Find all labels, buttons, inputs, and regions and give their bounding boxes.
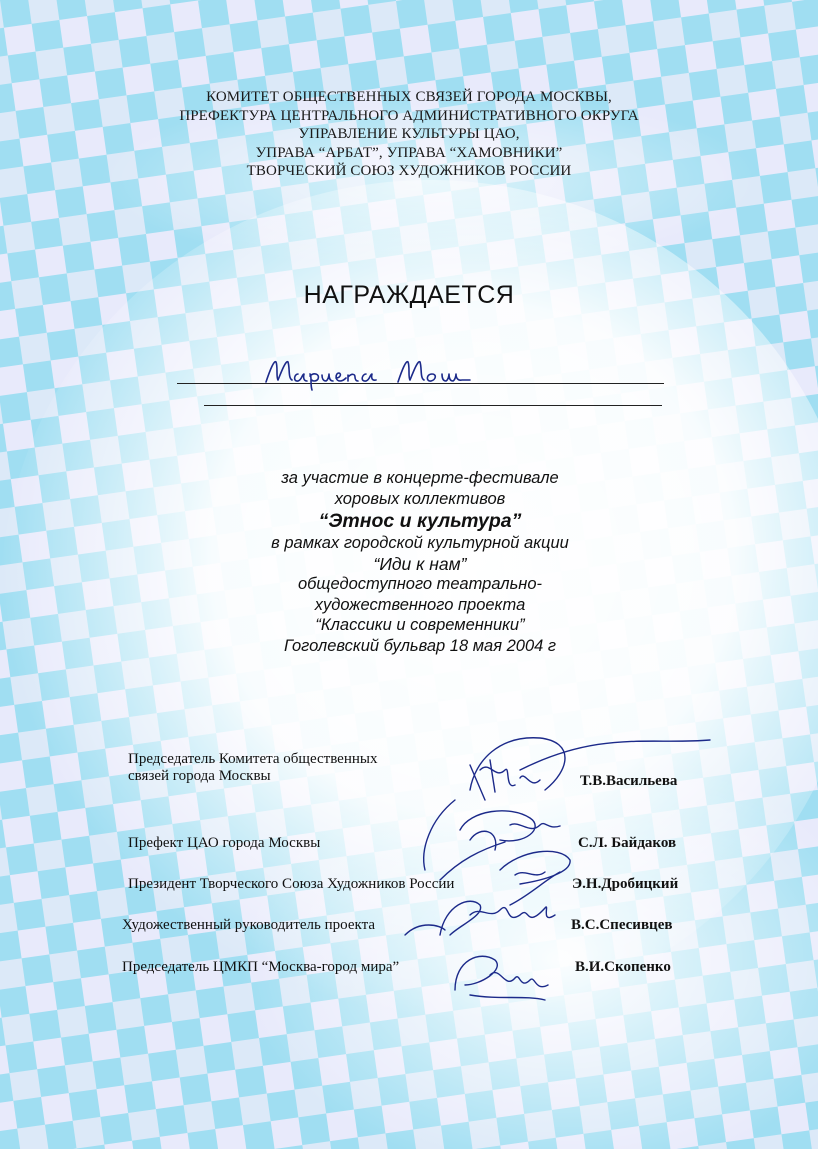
signatory-name: Т.В.Васильева (580, 773, 678, 789)
header-line: ПРЕФЕКТУРА ЦЕНТРАЛЬНОГО АДМИНИСТРАТИВНОГО ОКРУГА (179, 107, 639, 124)
signatory-name: С.Л. Байдаков (578, 835, 677, 851)
action-name: “Иди к нам” (373, 553, 467, 574)
header-line: КОМИТЕТ ОБЩЕСТВЕННЫХ СВЯЗЕЙ ГОРОДА МОСКВЫ, (206, 89, 612, 105)
project-name: “Классики и современники” (315, 616, 525, 634)
award-reason (160, 468, 680, 656)
signatory-title-line: Председатель Комитета общественных (128, 751, 378, 767)
recipient-handwritten-name (260, 352, 500, 392)
signatory-name: В.И.Скопенко (575, 959, 671, 975)
header-line: УПРАВА “АРБАТ”, УПРАВА “ХАМОВНИКИ” (255, 144, 563, 161)
reason-line: хоровых коллективов (334, 489, 506, 508)
place-date: Гоголевский бульвар 18 мая 2004 г (283, 636, 557, 655)
header-line: ТВОРЧЕСКИЙ СОЮЗ ХУДОЖНИКОВ РОССИИ (246, 163, 572, 179)
signatory-title-line: связей города Москвы (128, 768, 271, 784)
signatory-title: Префект ЦАО города Москвы (128, 835, 321, 851)
header-line: УПРАВЛЕНИЕ КУЛЬТУРЫ ЦАО, (298, 126, 520, 142)
reason-line: в рамках городской культурной акции (271, 534, 569, 552)
signatory-name: Э.Н.Дробицкий (572, 876, 679, 892)
reason-line: художественного проекта (314, 595, 526, 614)
signatory-title (128, 751, 377, 785)
signatory-title: Президент Творческого Союза Художников России (128, 876, 455, 892)
reason-line: за участие в концерте-фестивале (281, 469, 559, 487)
signatory-name: В.С.Спесивцев (571, 917, 673, 933)
recipient-line-2 (204, 405, 662, 406)
issuer-header (0, 88, 818, 181)
award-title: НАГРАЖДАЕТСЯ (303, 281, 515, 309)
signatory-title: Художественный руководитель проекта (122, 917, 375, 933)
festival-name: “Этнос и культура” (318, 510, 522, 532)
signatory-title: Председатель ЦМКП “Москва-город мира” (122, 959, 400, 975)
reason-line: общедоступного театрально- (297, 575, 543, 593)
